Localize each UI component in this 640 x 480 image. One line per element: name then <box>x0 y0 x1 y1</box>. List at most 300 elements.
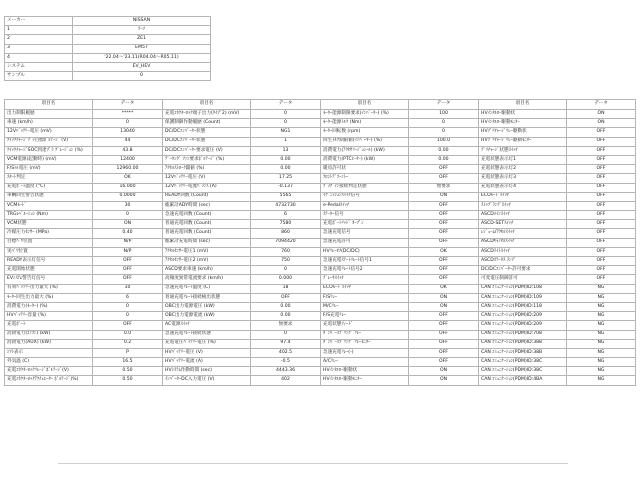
item-name-cell: 充電状態表示灯2 <box>479 165 567 174</box>
info-row <box>5 53 211 62</box>
item-name-cell: HVﾊﾞｯﾃﾘｰ電圧 (V) <box>163 348 251 357</box>
item-value-cell: OFF <box>93 275 163 284</box>
item-name-cell: ﾌﾟﾗｸﾞｲﾝ接続判定状態 <box>321 183 409 192</box>
item-value-cell: 0.50 <box>93 376 163 385</box>
item-name-cell: 消費電力(ｴｱｺﾝ) (kW) <box>5 330 93 339</box>
item-name-cell: ﾓｰﾀｰ回転数 (rpm) <box>321 128 409 137</box>
item-name-cell: 急速充電信号 <box>321 229 409 238</box>
item-name-cell: DC/DCｺﾝﾊﾞｰﾀｰ状態 <box>163 137 251 146</box>
item-name-cell: 急速充電回数 (Count) <box>163 211 251 220</box>
item-name-cell: HVﾌﾟﾘﾁｬｰｼﾞﾘﾚｰ駆動ﾓﾆﾀｰ <box>479 137 567 146</box>
table-row <box>5 339 636 348</box>
item-value-cell: 402.5 <box>251 348 321 357</box>
item-value-cell: 43.8 <box>93 146 163 155</box>
item-value-cell: ON <box>567 110 636 119</box>
item-value-cell: OFF <box>409 312 479 321</box>
item-name-cell: 回生ﾄﾙｸ制限値(ｲﾝﾊﾞｰﾀｰ) (%) <box>321 137 409 146</box>
item-name-cell: 充電ｺﾈｸﾀｰﾛｯｸｱｸﾁｭｴｰﾀｰ ﾎﾞﾙﾃｰｼﾞ(%) <box>5 376 93 385</box>
item-name-cell: 充電電圧ﾊﾞｯﾃﾘｰ電圧 (%) <box>163 339 251 348</box>
item-name-cell: CAN ｺﾐｭﾆｹｰｼｮﾝ(PDM)ID:209 <box>479 312 567 321</box>
item-name-cell: ASCDｷｬﾝｾﾙｽｲｯﾁ <box>479 238 567 247</box>
item-value-cell: 0 <box>93 312 163 321</box>
info-label: システム <box>5 62 73 71</box>
item-value-cell: 0.000 <box>251 275 321 284</box>
item-value-cell: OFF <box>409 174 479 183</box>
table-row <box>5 110 636 119</box>
info-label: 3 <box>5 44 73 53</box>
item-value-cell: OFF <box>567 201 636 210</box>
info-row <box>5 62 211 71</box>
item-value-cell: NG <box>567 293 636 302</box>
item-name-cell: ｱｸｾﾙｾﾝｻｰ電圧1 (mV) <box>163 247 251 256</box>
item-name-cell: ﾌﾛﾝﾄﾃﾞﾌｰﾝﾄｰ <box>321 174 409 183</box>
item-name-cell: DC/DCｺﾝﾊﾞｰﾀｰ状態 <box>163 128 251 137</box>
info-value: ﾌｰﾌ <box>73 26 211 35</box>
item-name-cell: AC電源ｽｲｯﾁ <box>163 321 251 330</box>
item-value-cell: OFF <box>567 146 636 155</box>
item-value-cell: 0 <box>251 119 321 128</box>
item-name-cell: 冷媒圧力ｾﾝｻｰ (MPa) <box>5 229 93 238</box>
header-item-name: 項目名 <box>479 100 567 110</box>
item-name-cell: ｽﾄｯﾌﾟﾗﾝﾌﾟｽｲｯﾁ <box>479 201 567 210</box>
item-name-cell: HVﾘﾚｰｵﾌ(DC/DC) <box>321 247 409 256</box>
item-name-cell: HVｲﾝﾀﾙﾛｰ駆動ﾓﾆﾀｰ <box>479 119 567 128</box>
info-label: 1 <box>5 26 73 35</box>
item-value-cell: 13040 <box>93 128 163 137</box>
item-value-cell: 0 <box>251 110 321 119</box>
item-value-cell: 無要求 <box>409 183 479 192</box>
item-name-cell: ASCDｽﾃｰﾀｽ ﾗﾝﾌﾟ <box>479 257 567 266</box>
item-value-cell: OFF <box>409 358 479 367</box>
item-value-cell: 100.0 <box>409 137 479 146</box>
item-value-cell: 無要求 <box>251 321 321 330</box>
item-value-cell: NG <box>567 321 636 330</box>
item-value-cell: 10 <box>93 284 163 293</box>
data-monitor-body <box>5 110 636 386</box>
item-name-cell: M/Cﾘﾚｰ <box>321 302 409 311</box>
item-value-cell: OFF <box>409 201 479 210</box>
table-row <box>5 293 636 302</box>
item-name-cell: ﾓｰﾀｰ能源ﾄﾙｸ (Nm) <box>321 119 409 128</box>
item-value-cell: OFF <box>567 192 636 201</box>
item-value-cell: OFF <box>567 128 636 137</box>
header-item-name: 項目名 <box>321 100 409 110</box>
item-name-cell: ﾌﾞﾚｰｷｽｲｯﾁ <box>321 275 409 284</box>
item-name-cell: ｲｸﾞﾆｯｼｮﾝｽｲｯﾁ信号 <box>321 192 409 201</box>
item-name-cell: HVﾊﾞｯﾃﾘｰ容量 (%) <box>5 312 93 321</box>
item-name-cell: 消費電力(ｱｸｾｻﾘｰｼﾞｮﾝｰﾙ) (kW) <box>321 146 409 155</box>
item-value-cell: 1 <box>251 137 321 146</box>
header-data: データ <box>409 100 479 110</box>
item-name-cell: ｸｲｯｸﾁｬｰｼﾞSOC到達ﾌﾟﾗ ｸﾞﾚｰｼﾞｮﾝ (%) <box>5 146 93 155</box>
item-value-cell: OFF <box>567 229 636 238</box>
item-name-cell: 急速充電ﾘﾚｰﾄ信号2 <box>321 266 409 275</box>
item-value-cell: 18 <box>251 284 321 293</box>
item-value-cell: 0.00 <box>251 155 321 164</box>
item-value-cell: OFF <box>409 220 479 229</box>
item-value-cell: OFF <box>409 229 479 238</box>
item-name-cell: ｱｸｾﾙｽﾄﾛｰｸ閾値 (%) <box>163 165 251 174</box>
item-value-cell: N/P <box>93 238 163 247</box>
item-value-cell: 0.40 <box>93 229 163 238</box>
table-row <box>5 192 636 201</box>
item-name-cell: 消費電力(PTCﾋｰﾀｰ) (kW) <box>321 155 409 164</box>
info-value: EM57 <box>73 44 211 53</box>
item-value-cell: OFF <box>409 348 479 357</box>
item-value-cell: 0 <box>409 119 479 128</box>
item-value-cell: OFF <box>409 321 479 330</box>
table-row <box>5 119 636 128</box>
info-label: 2 <box>5 35 73 44</box>
item-name-cell: e-Pedalｽｲｯﾁ <box>321 201 409 210</box>
item-name-cell: VCM電源(起動時) (mV) <box>5 155 93 164</box>
table-row <box>5 367 636 376</box>
item-name-cell: ｽﾀｰﾄ判定 <box>5 174 93 183</box>
item-value-cell: 97.4 <box>251 339 321 348</box>
info-value: ZE1 <box>73 35 211 44</box>
item-name-cell: ﾓｰﾀｰ回生出力最大 (%) <box>5 293 93 302</box>
table-row <box>5 321 636 330</box>
item-name-cell: 総累計ADY時間 (sec) <box>163 201 251 210</box>
item-value-cell: OFF <box>409 275 479 284</box>
item-value-cell: OFF <box>409 330 479 339</box>
item-name-cell: 目標ﾊﾟﾜ位置 <box>5 238 93 247</box>
item-value-cell: ON <box>409 367 479 376</box>
item-name-cell: HVｲﾝﾀﾙﾛｰ駆動状 <box>479 110 567 119</box>
item-name-cell: ｽﾃｰﾀｰ信号 <box>321 211 409 220</box>
item-name-cell: CAN ｺﾐｭﾆｹｰｼｮﾝ(PDM)ID:209 <box>479 321 567 330</box>
item-value-cell: NG <box>567 358 636 367</box>
item-value-cell: NG <box>567 367 636 376</box>
item-value-cell: 12400 <box>93 155 163 164</box>
item-value-cell: OFF <box>93 257 163 266</box>
item-value-cell: OFF <box>567 211 636 220</box>
item-name-cell: 充電状態表示灯3 <box>479 174 567 183</box>
info-row <box>5 26 211 35</box>
item-value-cell: OFF <box>567 238 636 247</box>
table-row <box>5 302 636 311</box>
item-value-cell: OK <box>93 174 163 183</box>
info-label: 4 <box>5 53 73 62</box>
item-value-cell: 6 <box>251 211 321 220</box>
item-value-cell: 0.00 <box>251 302 321 311</box>
item-name-cell: 充電ﾎﾟｰﾄ <box>5 321 93 330</box>
item-value-cell: 0 <box>93 211 163 220</box>
item-value-cell: 7094420 <box>251 238 321 247</box>
item-name-cell: CAN ｺﾐｭﾆｹｰｼｮﾝ(PDM)ID:388 <box>479 339 567 348</box>
item-name-cell: ASCDﾗｲﾄｽｲｯﾁ <box>479 247 567 256</box>
item-name-cell: 有効ﾊﾞｯﾃﾘｰ出力量大 (%) <box>5 284 93 293</box>
table-row <box>5 266 636 275</box>
item-value-cell: OK <box>409 247 479 256</box>
item-name-cell: CAN ｺﾐｭﾆｹｰｼｮﾝ(PDM)ID:4BA <box>479 376 567 385</box>
item-value-cell: OFF <box>93 321 163 330</box>
item-value-cell: ON <box>93 220 163 229</box>
item-name-cell: 出力制限履歴 <box>5 110 93 119</box>
item-value-cell: OFF <box>567 183 636 192</box>
item-value-cell: 0.00 <box>251 165 321 174</box>
table-row <box>5 183 636 192</box>
header-data: データ <box>251 100 321 110</box>
item-value-cell: OFF <box>567 275 636 284</box>
item-name-cell: HVﾊﾞｯﾃﾘｰ電流 (A) <box>163 358 251 367</box>
table-row <box>5 348 636 357</box>
info-value: EV_HEV <box>73 62 211 71</box>
item-value-cell: OFF <box>409 165 479 174</box>
item-name-cell: 充電状態ﾌｨｰﾄﾞ <box>321 321 409 330</box>
item-name-cell: CAN ｺﾐｭﾆｹｰｼｮﾝ(PDM)ID:108 <box>479 284 567 293</box>
item-value-cell: OFF <box>567 165 636 174</box>
item-value-cell: 0 <box>251 330 321 339</box>
item-value-cell: 4443.36 <box>251 367 321 376</box>
item-name-cell: 12Vﾊﾞｯﾃﾘｰ電圧 (mV) <box>5 128 93 137</box>
item-value-cell: OFF <box>567 174 636 183</box>
item-name-cell: 総累計充電時間 (sec) <box>163 238 251 247</box>
item-name-cell: 車輌回生警告状態 <box>5 192 93 201</box>
item-value-cell: -0.137 <box>251 183 321 192</box>
vehicle-info-table <box>4 16 211 81</box>
table-row <box>5 211 636 220</box>
item-name-cell: OBC出力電源電圧 (kW) <box>163 302 251 311</box>
item-value-cell: OFF <box>409 339 479 348</box>
table-row <box>5 238 636 247</box>
header-data: データ <box>93 100 163 110</box>
divider <box>58 463 568 464</box>
item-name-cell: CAN ｺﾐｭﾆｹｰｼｮﾝ(PDM)ID:118 <box>479 302 567 311</box>
info-value: NISSAN <box>73 17 211 26</box>
item-value-cell: OFF <box>567 257 636 266</box>
item-name-cell: 急速充電許可 <box>321 238 409 247</box>
info-row <box>5 17 211 26</box>
table-row <box>5 146 636 155</box>
item-name-cell: HVｲﾝﾀﾙﾛｰ駆動状 <box>321 367 409 376</box>
table-row <box>5 137 636 146</box>
info-value: '22.04～'23.11(R04.04～R05.11) <box>73 53 211 62</box>
item-name-cell: 可変電圧制御許可 <box>479 275 567 284</box>
item-name-cell: 消費電力(AUX) (kW) <box>5 339 93 348</box>
item-value-cell: 0 <box>93 302 163 311</box>
header-item-name: 項目名 <box>5 100 93 110</box>
item-name-cell: CAN ｺﾐｭﾆｹｰｼｮﾝ(PDM)ID:38C <box>479 358 567 367</box>
item-name-cell: VCM状態 <box>5 220 93 229</box>
item-name-cell: ﾚｼﾞｭｰﾑ/ｱｸｾﾙｽｲｯﾁ <box>479 229 567 238</box>
info-label: サンプル <box>5 72 73 81</box>
item-value-cell: NG1 <box>251 128 321 137</box>
item-name-cell: READY表示灯信号 <box>5 257 93 266</box>
item-name-cell: ECOﾓｰﾄﾞｽｲｯﾁ <box>321 284 409 293</box>
item-value-cell: OFF <box>567 137 636 146</box>
item-name-cell: 充電ﾎﾟｰﾄ温度 (°C) <box>5 183 93 192</box>
item-value-cell: 0 <box>409 128 479 137</box>
item-value-cell: NG <box>567 330 636 339</box>
table-row <box>5 358 636 367</box>
item-value-cell: 760 <box>251 247 321 256</box>
table-row <box>5 275 636 284</box>
item-name-cell: 充電ﾎﾟｰﾄﾘｯﾄﾞ ｵｰﾌﾟﾝ <box>321 220 409 229</box>
item-name-cell: 充電ｺﾈｸﾀｰﾛｯｸ端子出力(ﾀｲﾌﾟ2) (mV) <box>163 110 251 119</box>
table-row <box>5 155 636 164</box>
item-value-cell: 0.00 <box>409 155 479 164</box>
item-name-cell: 急速充電ﾘﾚｰﾄ温度 (C) <box>163 284 251 293</box>
item-value-cell: 16.5 <box>93 358 163 367</box>
item-name-cell: F/Sﾘﾚｰ <box>321 293 409 302</box>
info-value: 0 <box>73 72 211 81</box>
item-value-cell: 0.00 <box>409 146 479 155</box>
item-value-cell: N/P <box>93 247 163 256</box>
item-value-cell: NG <box>567 302 636 311</box>
item-value-cell: 0.2 <box>93 339 163 348</box>
item-value-cell: 750 <box>251 257 321 266</box>
item-name-cell: ASCDﾒｲﾝｽｲｯﾁ <box>479 211 567 220</box>
item-name-cell: ECOﾓｰﾄﾞｽｲｯﾁ <box>479 192 567 201</box>
item-value-cell: OFF <box>567 266 636 275</box>
item-value-cell: 0 <box>251 266 321 275</box>
item-value-cell: ON <box>409 376 479 385</box>
item-name-cell: F/S充電ﾘﾚｰ <box>321 312 409 321</box>
item-value-cell: 0.00 <box>251 312 321 321</box>
item-name-cell: CAN ｺﾐｭﾆｹｰｼｮﾝ(PDM)ID:109 <box>479 293 567 302</box>
item-name-cell: 普通充電ﾘﾚｰﾄ接続検出状態 <box>163 293 251 302</box>
item-name-cell: READY回数 (Count) <box>163 192 251 201</box>
item-value-cell: 0.50 <box>93 367 163 376</box>
item-name-cell: 12Vﾊﾞｯﾃﾘｰ電流ﾊﾞﾗﾝｽ (A) <box>163 183 251 192</box>
item-name-cell: 高頻度異常電流要求 (km/h) <box>163 275 251 284</box>
table-header-row <box>5 100 636 110</box>
item-name-cell: 急速充電ｽﾃｰﾄﾘﾚｰﾄ信号1 <box>321 257 409 266</box>
item-value-cell: 5565 <box>251 192 321 201</box>
item-value-cell: NG <box>567 284 636 293</box>
item-value-cell: 4732730 <box>251 201 321 210</box>
item-name-cell: 暖房許可状 <box>321 165 409 174</box>
table-row <box>5 376 636 385</box>
table-row <box>5 312 636 321</box>
info-row <box>5 72 211 81</box>
item-name-cell: ASCD-SETｽｲｯﾁ <box>479 220 567 229</box>
table-row <box>5 330 636 339</box>
item-name-cell: 充電状態表示灯4 <box>479 183 567 192</box>
table-row <box>5 257 636 266</box>
item-value-cell: OFF <box>567 220 636 229</box>
item-value-cell: OFF <box>251 293 321 302</box>
item-value-cell: 17.25 <box>251 174 321 183</box>
data-monitor-table <box>4 99 636 386</box>
vehicle-info-body <box>5 17 211 81</box>
item-name-cell: 実ﾊﾟﾜ位置 <box>5 247 93 256</box>
item-value-cell: 0.0000 <box>93 192 163 201</box>
item-name-cell: ﾀﾞﾝﾊﾟｰｽﾌﾟﾘﾝｸﾞ ﾘﾚｰﾓﾆﾀｰ <box>321 339 409 348</box>
item-name-cell: ﾃﾞｰﾀﾝｸﾞ ﾌｧﾝ要求ﾎﾞﾙﾃｰｼﾞ (%) <box>163 155 251 164</box>
item-name-cell: DC/DCｺﾝﾊﾞｰﾀｰ許可要求 <box>479 266 567 275</box>
item-name-cell: 保護制御作動履歴 (Count) <box>163 119 251 128</box>
item-name-cell: VCMﾓｰﾄﾞ <box>5 201 93 210</box>
item-value-cell: ON <box>409 293 479 302</box>
item-name-cell: CAN ｺﾐｭﾆｹｰｼｮﾝ(PDM)ID:708 <box>479 330 567 339</box>
table-row <box>5 220 636 229</box>
item-name-cell: 急速充電ﾘﾚｰﾄ接続状態 <box>163 330 251 339</box>
item-name-cell: ｸｲｯｸﾁｬｰｼﾞﾌﾟﾗ目標ﾎﾞﾙﾃｰｼﾞ (V) <box>5 137 93 146</box>
item-name-cell: EVｼｽﾃﾑ警告灯信号 <box>5 275 93 284</box>
header-item-name: 項目名 <box>163 100 251 110</box>
item-value-cell: -0.5 <box>251 358 321 367</box>
item-value-cell: OFF <box>567 155 636 164</box>
item-name-cell: 充電開始状態 <box>5 266 93 275</box>
item-value-cell: 16.000 <box>93 183 163 192</box>
item-value-cell: 860 <box>251 229 321 238</box>
table-row <box>5 174 636 183</box>
item-value-cell: 6 <box>93 293 163 302</box>
item-name-cell: A/Cﾘﾚｰ <box>321 358 409 367</box>
table-row <box>5 284 636 293</box>
item-value-cell: P <box>93 348 163 357</box>
header-data: データ <box>567 100 636 110</box>
item-name-cell: ｼﾌﾄ表示 <box>5 348 93 357</box>
info-label: メーカー <box>5 17 73 26</box>
item-name-cell: 普通充電回数 (Count) <box>163 220 251 229</box>
table-row <box>5 165 636 174</box>
item-name-cell: 充電ｺﾈｸﾀｰﾛｯｸﾘﾚｰｼﾞﾎﾞﾙﾃｰｼﾞ(V) <box>5 367 93 376</box>
item-value-cell: NG <box>567 348 636 357</box>
item-name-cell: 12Vﾊﾞｯﾃﾘｰ電圧 (V) <box>163 174 251 183</box>
item-name-cell: HVｼｽﾃﾑ作動時間 (sec) <box>163 367 251 376</box>
item-value-cell: 30 <box>93 201 163 210</box>
item-name-cell: F/Sﾄﾙ電圧 (mV) <box>5 165 93 174</box>
item-value-cell: OFF <box>409 211 479 220</box>
item-value-cell: NG <box>567 339 636 348</box>
item-name-cell: 充電状態表示灯1 <box>479 155 567 164</box>
item-value-cell: 44 <box>93 137 163 146</box>
item-value-cell: NG <box>567 376 636 385</box>
item-value-cell: OFF <box>409 266 479 275</box>
item-name-cell: TRGﾚﾍﾞﾙｰｼｮﾝ (Nm) <box>5 211 93 220</box>
item-value-cell: 402 <box>251 376 321 385</box>
info-row <box>5 35 211 44</box>
item-value-cell: 13 <box>251 146 321 155</box>
item-value-cell: OFF <box>567 247 636 256</box>
item-name-cell: HVﾌﾟﾘﾁｬｰｼﾞﾘﾚｰ駆動状 <box>479 128 567 137</box>
table-row <box>5 247 636 256</box>
item-name-cell: ASCD要求車速 (km/h) <box>163 266 251 275</box>
item-value-cell: 0.0 <box>93 330 163 339</box>
table-row <box>5 229 636 238</box>
item-value-cell: 7580 <box>251 220 321 229</box>
item-value-cell: OFF <box>93 266 163 275</box>
item-value-cell: 0 <box>93 119 163 128</box>
item-value-cell: ***** <box>93 110 163 119</box>
item-name-cell: ｲﾝﾊﾞｰﾀｰDC入力電圧 (V) <box>163 376 251 385</box>
item-value-cell: 100 <box>409 110 479 119</box>
info-row <box>5 44 211 53</box>
item-value-cell: OFF <box>409 257 479 266</box>
item-value-cell: 12960.00 <box>93 165 163 174</box>
item-name-cell: 普通充電回数 (Count) <box>163 229 251 238</box>
item-value-cell: NG <box>567 312 636 321</box>
item-name-cell: ﾀﾞﾝﾊﾟｰｽﾌﾟﾘﾝｸﾞ ﾘﾚｰ <box>321 330 409 339</box>
item-name-cell: DC/DCｺﾝﾊﾞｰﾀｰ要求電圧 (V) <box>163 146 251 155</box>
item-value-cell: OFF <box>409 238 479 247</box>
item-name-cell: 急速充電ﾘﾚｰ(-) <box>321 348 409 357</box>
table-row <box>5 128 636 137</box>
item-name-cell: HVｲﾝﾀﾙﾛｰ駆動ﾓﾆﾀｰ <box>321 376 409 385</box>
item-name-cell: CAN ｺﾐｭﾆｹｰｼｮﾝ(PDM)ID:38B <box>479 348 567 357</box>
item-value-cell: ON <box>409 302 479 311</box>
item-name-cell: 消費電力(ﾓｰﾀｰ) (%) <box>5 302 93 311</box>
item-name-cell: 外気温 (C) <box>5 358 93 367</box>
item-name-cell: OBC出力電源電流 (kW) <box>163 312 251 321</box>
item-name-cell: ｱｸｾﾙｾﾝｻｰ電圧2 (mV) <box>163 257 251 266</box>
item-value-cell: OK <box>409 284 479 293</box>
item-name-cell: 車速 (km/h) <box>5 119 93 128</box>
item-name-cell: ﾌﾟﾘﾁｬｰｼﾞ状態ｽｲｯﾁ <box>479 146 567 155</box>
